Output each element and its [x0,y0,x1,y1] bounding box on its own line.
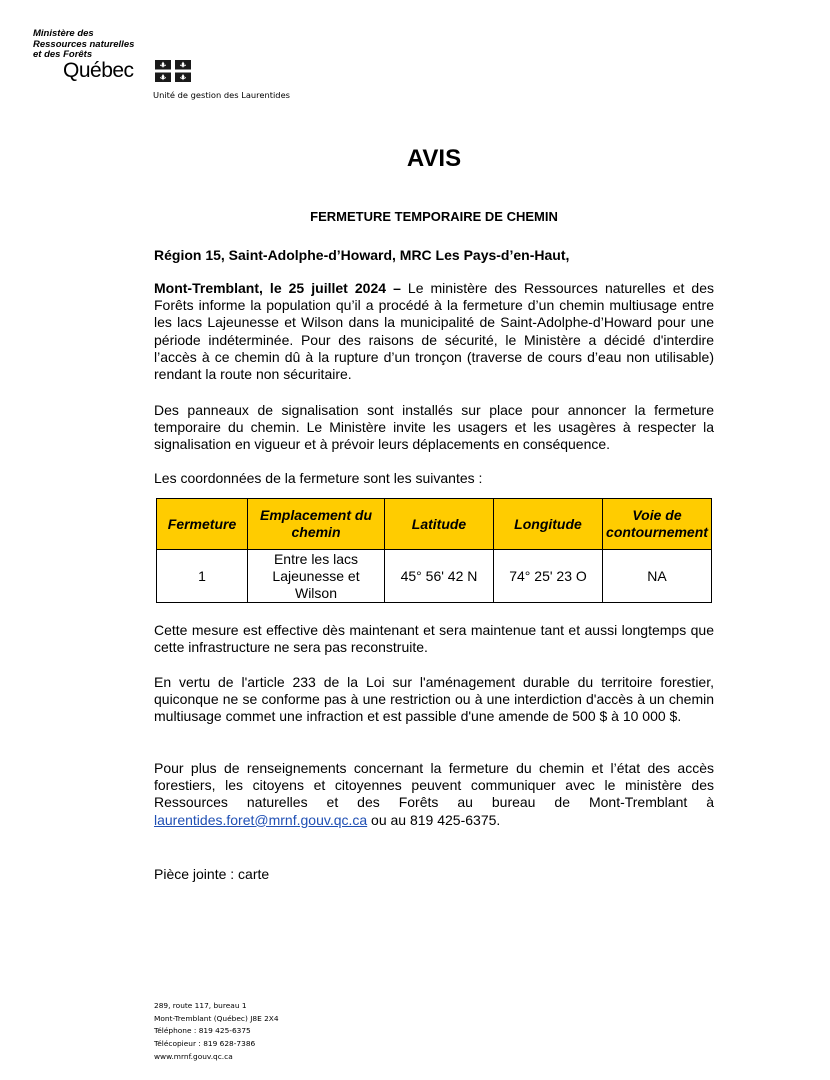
contact-phone-text: ou au 819 425-6375. [367,811,501,828]
ministry-name [33,29,134,61]
header-latitude: Latitude [385,499,494,550]
ministry-line-3: et des Forêts [33,49,93,60]
header-contournement: Voie de contournement [603,499,712,550]
contact-email-link[interactable]: laurentides.foret@mrnf.gouv.qc.ca [154,811,368,828]
header-emplacement: Emplacement du chemin [248,499,385,550]
paragraph-legal: En vertu de l'article 233 de la Loi sur l'aménagement durable du territoire forestier, quiconque ne se conforme pas à une restriction ou à une interdiction d'accès à un chemin multiusage commet une infraction et est passible d'une amende de 500 $ à 10 000 $. [154,674,714,725]
cell-longitude: 74° 25' 23 O [494,550,603,603]
unit-name: Unité de gestion des Laurentides [153,90,291,100]
footer-address [154,1000,279,1064]
table-row [157,550,712,603]
footer-line-address: 289, route 117, bureau 1 [154,1001,247,1010]
notice-subtitle: FERMETURE TEMPORAIRE DE CHEMIN [310,209,558,224]
paragraph-announcement [154,280,714,383]
contact-text: Pour plus de renseignements concernant la fermeture du chemin et l’état des accès forestiers, les citoyens et citoyennes peuvent communiquer avec le ministère des Ressources naturelles et des Forêts au bureau de Mont-Tremblant à [154,760,714,811]
paragraph-contact [154,760,714,829]
footer-line-website[interactable]: www.mrnf.gouv.qc.ca [154,1051,233,1061]
paragraph-effective: Cette mesure est effective dès maintenant et sera maintenue tant et aussi longtemps que cette infrastructure ne sera pas reconstruite. [154,622,714,656]
footer-line-phone: Téléphone : 819 425-6375 [154,1026,251,1036]
dateline: Mont-Tremblant, le 25 juillet 2024 – [154,280,401,296]
cell-emplacement: Entre les lacs Lajeunesse et Wilson [248,550,385,603]
paragraph-signage: Des panneaux de signalisation sont installés sur place pour annoncer la fermeture temporaire du chemin. Le Ministère invite les usagers et les usagères à respecter la signalisation en vigueur et à prévoir leurs déplacements en conséquence. [154,402,714,453]
attachment-note: Pièce jointe : carte [154,866,270,882]
cell-fermeture: 1 [157,550,248,603]
header-fermeture: Fermeture [157,499,248,550]
page-title: AVIS [406,145,462,172]
ministry-line-1: Ministère des [33,28,94,39]
fleur-de-lis-flag-icon [155,60,191,82]
table-header-row [157,499,712,550]
region-line: Région 15, Saint-Adolphe-d’Howard, MRC Les Pays-d’en-Haut, [154,247,570,263]
announcement-text: Le ministère des Ressources naturelles et des Forêts informe la population qu’il a procédé à la fermeture d’un chemin multiusage entre les lacs Lajeunesse et Wilson dans la municipalité de Saint-Adolphe-d’Howard pour une période indéterminée. Pour des raisons de sécurité, le Ministère a décidé d'interdire l’accès à ce chemin dû à la rupture d’un tronçon (traverse de cours d’eau non utilisable) rendant la route non sécuritaire. [154,280,714,383]
footer-line-city: Mont-Tremblant (Québec) J8E 2X4 [154,1013,279,1023]
header-longitude: Longitude [494,499,603,550]
footer-line-fax: Télécopieur : 819 628-7386 [154,1039,256,1049]
closure-coordinates-table [156,498,712,603]
cell-contournement: NA [603,550,712,603]
coordinates-intro: Les coordonnées de la fermeture sont les suivantes : [154,470,483,486]
cell-latitude: 45° 56' 42 N [385,550,494,603]
quebec-wordmark: Québec [63,59,134,82]
ministry-line-2: Ressources naturelles [33,38,135,50]
